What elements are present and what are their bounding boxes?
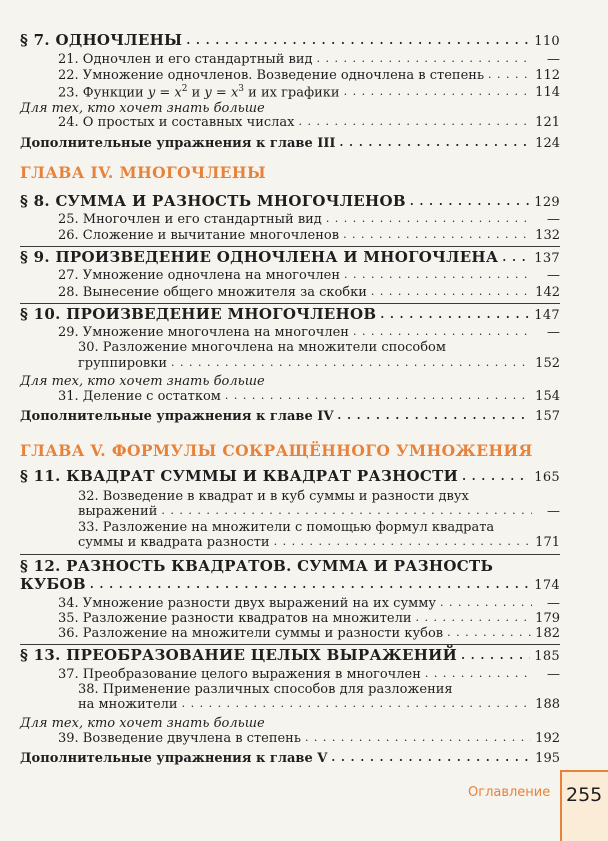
page-ref: —	[547, 667, 560, 682]
page-number: 255	[566, 784, 603, 806]
toc-item-38[interactable]	[0, 697, 560, 712]
item-title: 24. О простых и составных числах	[58, 115, 295, 130]
page-ref: 147	[534, 308, 560, 323]
leader-dots	[416, 613, 532, 623]
page-ref: 157	[535, 409, 560, 424]
page-ref: 165	[534, 470, 560, 485]
page-ref: 152	[535, 356, 560, 371]
item-title: Дополнительные упражнения к главе III	[20, 136, 336, 151]
toc-section-11[interactable]	[0, 467, 560, 485]
item-title: 37. Преобразование целого выражения в многочлен	[58, 667, 421, 682]
toc-item-23[interactable]	[0, 84, 560, 100]
item-title: 27. Умножение одночлена на многочлен	[58, 268, 341, 283]
leader-dots	[447, 628, 531, 638]
item-title: 23. Функции $y = x^2$ и $y = x^3$ и их графики	[58, 84, 340, 101]
toc-item-32[interactable]	[0, 504, 560, 519]
leader-dots	[440, 598, 532, 608]
leader-dots	[317, 54, 532, 64]
section-title: § 9. ПРОИЗВЕДЕНИЕ ОДНОЧЛЕНА И МНОГОЧЛЕНА	[20, 248, 499, 266]
toc-item-32-line1: 32. Возведение в квадрат и в куб суммы и разности двух	[78, 489, 469, 504]
section-title: § 13. ПРЕОБРАЗОВАНИЕ ЦЕЛЫХ ВЫРАЖЕНИЙ	[20, 646, 458, 664]
leader-dots	[380, 310, 530, 320]
toc-item-30-line1: 30. Разложение многочлена на множители способом	[78, 340, 446, 355]
toc-item-34[interactable]	[0, 596, 560, 611]
page-ref: —	[547, 52, 560, 67]
item-title: 28. Вынесение общего множителя за скобки	[58, 285, 367, 300]
toc-section-13[interactable]	[0, 646, 560, 664]
leader-dots	[488, 70, 531, 80]
item-title: Дополнительные упражнения к главе IV	[20, 409, 334, 424]
leader-dots	[171, 358, 531, 368]
item-title: суммы и квадрата разности	[78, 535, 270, 550]
page-ref: 124	[535, 136, 560, 151]
page-ref: 195	[535, 751, 560, 766]
toc-item-33[interactable]	[0, 535, 560, 550]
page-ref: 132	[535, 228, 560, 243]
leader-dots	[462, 472, 530, 482]
leader-dots	[425, 669, 532, 679]
page-ref: 129	[534, 195, 560, 210]
toc-section-8[interactable]	[0, 192, 560, 210]
item-title: 26. Сложение и вычитание многочленов	[58, 228, 340, 243]
page-ref: —	[547, 325, 560, 340]
page-ref: —	[547, 504, 560, 519]
item-title: 25. Многочлен и его стандартный вид	[58, 212, 322, 227]
section-divider	[20, 246, 560, 247]
page-ref: 192	[535, 731, 560, 746]
item-title: 21. Одночлен и его стандартный вид	[58, 52, 313, 67]
running-footer-label: Оглавление	[468, 785, 551, 800]
toc-item-38-line1: 38. Применение различных способов для разложения	[78, 682, 453, 697]
page-ref: 142	[535, 285, 560, 300]
toc-item-28[interactable]	[0, 285, 560, 300]
leader-dots	[353, 327, 532, 337]
toc-item-27[interactable]	[0, 268, 560, 283]
page-ref: 171	[535, 535, 560, 550]
toc-item-39[interactable]	[0, 731, 560, 746]
page-ref: 185	[534, 649, 560, 664]
leader-dots	[337, 411, 531, 421]
page-ref: 110	[534, 34, 560, 49]
leader-dots	[161, 506, 532, 516]
toc-item-29[interactable]	[0, 325, 560, 340]
section-title: § 7. ОДНОЧЛЕНЫ	[20, 31, 183, 49]
toc-section-12-line1: § 12. РАЗНОСТЬ КВАДРАТОВ. СУММА И РАЗНОСТЬ	[20, 557, 494, 575]
chapter-4-heading[interactable]: ГЛАВА IV. МНОГОЧЛЕНЫ	[20, 163, 266, 182]
toc-item-33-line1: 33. Разложение на множители с помощью формул квадрата	[78, 520, 495, 535]
page-ref: 154	[535, 389, 560, 404]
section-title: КУБОВ	[20, 575, 86, 593]
toc-item-30[interactable]	[0, 356, 560, 371]
leader-dots	[182, 699, 532, 709]
page-ref: 137	[534, 251, 560, 266]
section-divider	[20, 644, 560, 645]
page-ref: —	[547, 212, 560, 227]
item-title: 31. Деление с остатком	[58, 389, 221, 404]
toc-section-9[interactable]	[0, 248, 560, 266]
item-title: 36. Разложение на множители суммы и разности кубов	[58, 626, 444, 641]
section-divider	[20, 554, 560, 555]
leader-dots	[344, 270, 532, 280]
item-title: 35. Разложение разности квадратов на множители	[58, 611, 412, 626]
page-ref: 179	[535, 611, 560, 626]
chapter-5-heading[interactable]: ГЛАВА V. ФОРМУЛЫ СОКРАЩЁННОГО УМНОЖЕНИЯ	[20, 441, 533, 460]
leader-dots	[326, 214, 532, 224]
toc-section-10[interactable]	[0, 305, 560, 323]
item-title: 29. Умножение многочлена на многочлен	[58, 325, 349, 340]
section-title: § 8. СУММА И РАЗНОСТЬ МНОГОЧЛЕНОВ	[20, 192, 406, 210]
leader-dots	[371, 287, 531, 297]
toc-item-26[interactable]	[0, 228, 560, 243]
leader-dots	[340, 138, 532, 148]
extra-reading-label: Для тех, кто хочет знать больше	[20, 101, 265, 116]
item-title: выражений	[78, 504, 158, 519]
section-title: § 11. КВАДРАТ СУММЫ И КВАДРАТ РАЗНОСТИ	[20, 467, 459, 485]
page-ref: 121	[535, 115, 560, 130]
section-divider	[20, 303, 560, 304]
toc-item-22[interactable]	[0, 68, 560, 83]
page-ref: 182	[535, 626, 560, 641]
leader-dots	[502, 253, 530, 263]
toc-section-12[interactable]	[0, 575, 560, 593]
page-ref: 188	[535, 697, 560, 712]
toc-extra-exercises-4[interactable]	[0, 409, 560, 424]
leader-dots	[344, 87, 532, 97]
leader-dots	[305, 733, 531, 743]
toc-extra-exercises-3[interactable]	[0, 136, 560, 151]
item-title: группировки	[78, 356, 168, 371]
leader-dots	[410, 197, 530, 207]
leader-dots	[274, 537, 532, 547]
leader-dots	[343, 230, 531, 240]
item-title: Дополнительные упражнения к главе V	[20, 751, 328, 766]
leader-dots	[225, 391, 531, 401]
leader-dots	[90, 580, 530, 590]
extra-reading-label: Для тех, кто хочет знать больше	[20, 374, 265, 389]
toc-item-35[interactable]	[0, 611, 560, 626]
leader-dots	[299, 117, 532, 127]
toc-section-7[interactable]	[0, 31, 560, 49]
item-title: 34. Умножение разности двух выражений на их сумму	[58, 596, 436, 611]
toc-extra-exercises-5[interactable]	[0, 751, 560, 766]
page-ref: —	[547, 596, 560, 611]
extra-reading-label: Для тех, кто хочет знать больше	[20, 716, 265, 731]
toc-item-37[interactable]	[0, 667, 560, 682]
toc-item-21[interactable]	[0, 52, 560, 67]
toc-item-25[interactable]	[0, 212, 560, 227]
page-ref: 174	[534, 578, 560, 593]
item-title: на множители	[78, 697, 178, 712]
leader-dots	[461, 651, 530, 661]
page-ref: 114	[535, 85, 560, 101]
page-ref: 112	[535, 68, 560, 83]
section-title: § 10. ПРОИЗВЕДЕНИЕ МНОГОЧЛЕНОВ	[20, 305, 377, 323]
toc-item-31[interactable]	[0, 389, 560, 404]
toc-item-24[interactable]	[0, 115, 560, 130]
page-ref: —	[547, 268, 560, 283]
leader-dots	[331, 753, 531, 763]
item-title: 22. Умножение одночленов. Возведение одночлена в степень	[58, 68, 485, 83]
toc-item-36[interactable]	[0, 626, 560, 641]
item-title: 39. Возведение двучлена в степень	[58, 731, 301, 746]
leader-dots	[186, 36, 530, 46]
